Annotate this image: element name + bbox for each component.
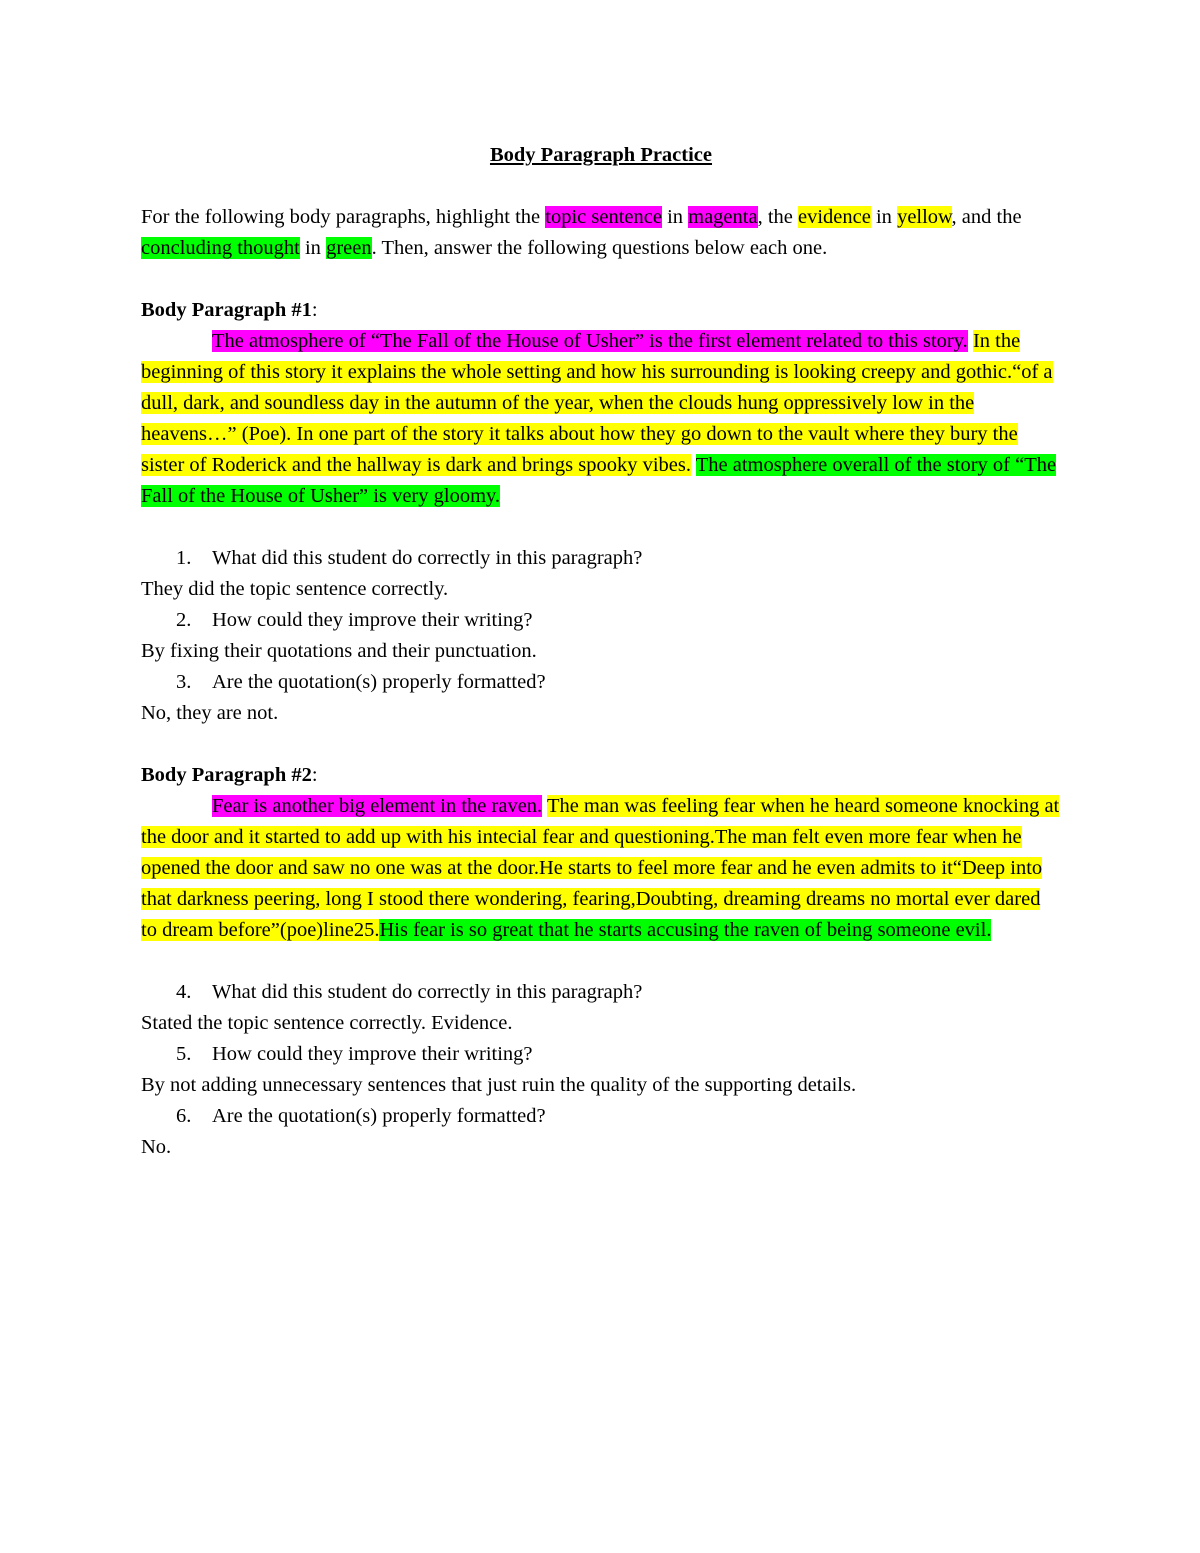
page-title: Body Paragraph Practice (489, 144, 713, 166)
paragraph-2-conclusion: His fear is so great that he starts accusing the raven of being someone evil. (379, 919, 992, 941)
answer-text: Stated the topic sentence correctly. Evidence. (141, 1012, 513, 1034)
paragraph-2-body (141, 791, 1061, 946)
question-item (141, 667, 1061, 698)
question-text: Are the quotation(s) properly formatted? (212, 671, 546, 693)
paragraph-1-heading-text: Body Paragraph #1 (141, 299, 312, 321)
answer-text: No. (141, 1136, 172, 1158)
question-text: What did this student do correctly in this paragraph? (212, 981, 643, 1003)
blank-line (141, 729, 1061, 760)
question-item (141, 1039, 1061, 1070)
question-number: 3. (176, 671, 192, 693)
paragraph-2-heading-text: Body Paragraph #2 (141, 764, 312, 786)
blank-line (141, 264, 1061, 295)
paragraph-1-body (141, 326, 1061, 512)
document-body (141, 140, 1061, 1163)
question-item (141, 1101, 1061, 1132)
paragraph-1-topic-sentence: The atmosphere of “The Fall of the House of Usher” is the first element related to this story. (212, 330, 968, 352)
question-text: How could they improve their writing? (212, 609, 533, 631)
magenta-term: magenta (688, 206, 758, 228)
paragraph-1-conclusion: The atmosphere overall of the story of “The Fall of the House of Usher” is very gloomy. (141, 454, 1057, 507)
topic-sentence-term: topic sentence (545, 206, 662, 228)
green-term: green (326, 237, 372, 259)
question-item (141, 977, 1061, 1008)
answer-text: By not adding unnecessary sentences that just ruin the quality of the supporting details. (141, 1074, 857, 1096)
paragraph-2-evidence: The man was feeling fear when he heard someone knocking at the door and it started to add up with his intecial fear and questioning.The man felt even more fear when he opened the door and saw no one was at the door.He starts to feel more fear and he even admits to it“Deep into that darkness peering, long I stood there wondering, fearing,Doubting, dreaming dreams no mortal ever dared to dream before”(poe)line25. (141, 795, 1060, 941)
question-item (141, 605, 1061, 636)
paragraph-2-topic-sentence: Fear is another big element in the raven. (212, 795, 543, 817)
intro-text: in (661, 206, 689, 228)
question-text: What did this student do correctly in this paragraph? (212, 547, 643, 569)
concluding-thought-term: concluding thought (141, 237, 300, 259)
paragraph-2-heading (141, 760, 1061, 791)
question-text: How could they improve their writing? (212, 1043, 533, 1065)
blank-line (141, 512, 1061, 543)
heading-colon: : (311, 764, 318, 786)
instructions (141, 202, 1061, 264)
intro-text: . Then, answer the following questions below each one. (371, 237, 828, 259)
blank-line (141, 946, 1061, 977)
intro-text: For the following body paragraphs, highlight the (141, 206, 546, 228)
answer-text: No, they are not. (141, 702, 279, 724)
question-number: 4. (176, 981, 192, 1003)
blank-line (141, 171, 1061, 202)
intro-text: , and the (951, 206, 1022, 228)
answer-text: By fixing their quotations and their punctuation. (141, 640, 537, 662)
evidence-term: evidence (798, 206, 871, 228)
intro-text: in (870, 206, 898, 228)
question-number: 5. (176, 1043, 192, 1065)
answer-text: They did the topic sentence correctly. (141, 578, 449, 600)
question-number: 2. (176, 609, 192, 631)
paragraph-1-heading (141, 295, 1061, 326)
heading-colon: : (311, 299, 318, 321)
question-text: Are the quotation(s) properly formatted? (212, 1105, 546, 1127)
question-number: 6. (176, 1105, 192, 1127)
intro-text: , the (757, 206, 799, 228)
paragraph-1-evidence: In the beginning of this story it explains the whole setting and how his surrounding is looking creepy and gothic.“of a dull, dark, and soundless day in the autumn of the year, when the clouds hung oppressively low in the heavens…” (Poe). In one part of the story it talks about how they go down to the vault where they bury the sister of Roderick and the hallway is dark and brings spooky vibes. (141, 330, 1053, 476)
question-item (141, 543, 1061, 574)
intro-text: in (299, 237, 327, 259)
question-number: 1. (176, 547, 192, 569)
yellow-term: yellow (897, 206, 952, 228)
